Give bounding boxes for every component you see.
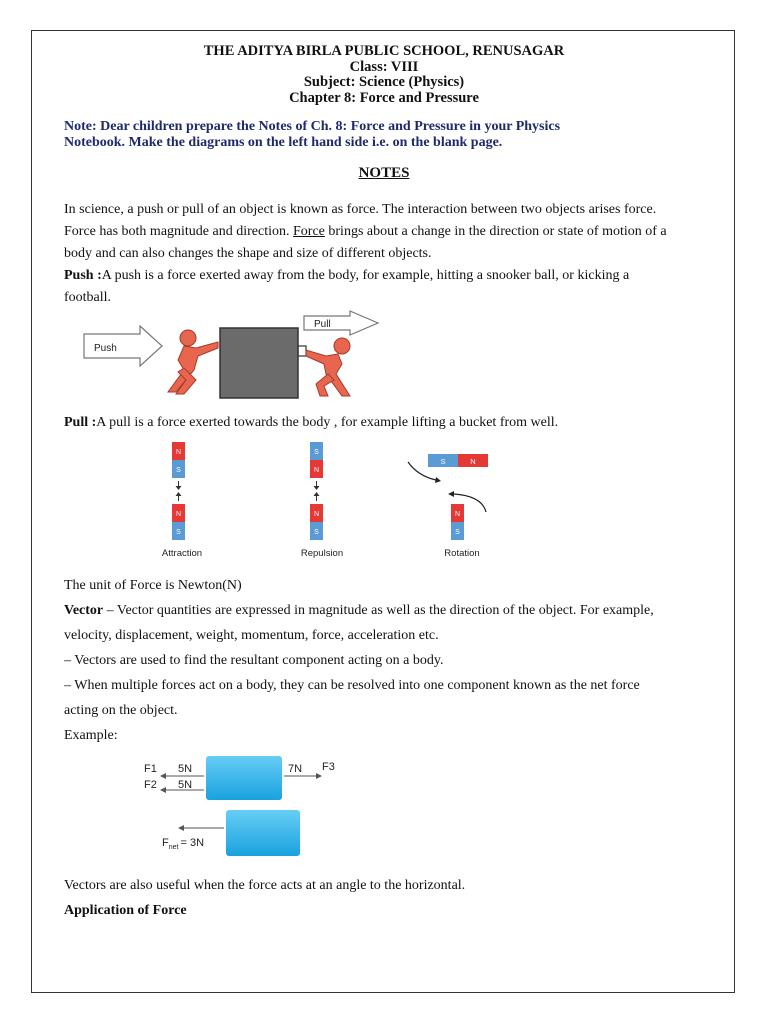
pull-label: Pull [314, 319, 331, 330]
f1-label: F1 [144, 763, 157, 775]
south-pole: S [176, 467, 181, 474]
vector-bullet-2: – When multiple forces act on a body, they can be resolved into one component known as the net force [64, 678, 640, 693]
north-pole: N [175, 449, 182, 456]
intro-line-3: body and can also changes the shape and size of different objects. [64, 246, 432, 261]
repulsion-diagram [301, 442, 343, 559]
south-pole: S [314, 529, 319, 536]
south-pole: S [314, 449, 319, 456]
south-pole: S [455, 529, 460, 536]
chapter-line: Chapter 8: Force and Pressure [289, 90, 479, 106]
north-pole: N [470, 457, 476, 466]
block-upper [206, 756, 282, 800]
north-pole: N [454, 511, 461, 518]
rotation-diagram [408, 454, 488, 559]
subject-line: Subject: Science (Physics) [303, 74, 465, 90]
notes-heading: NOTES [358, 165, 410, 181]
pull-definition [64, 412, 714, 434]
f3-label: F3 [322, 761, 335, 773]
intro-paragraph [64, 199, 714, 309]
vector-def-text: – Vector quantities are expressed in magnitude as well as the direction of the object. For example, [103, 603, 654, 618]
f3-value: 7N [288, 763, 303, 775]
force-underlined: Force [293, 224, 325, 239]
box [220, 328, 298, 398]
intro-text: brings about a change in the direction or state of motion of a [324, 224, 667, 239]
caption-attraction: Attraction [161, 548, 203, 559]
force-vector-figure [138, 752, 348, 862]
unit-line: The unit of Force is Newton(N) [64, 578, 242, 593]
push-definition [64, 265, 714, 287]
vector-term: Vector [64, 603, 104, 618]
block-lower [226, 810, 300, 856]
caption-repulsion: Repulsion [300, 548, 344, 559]
push-pull-figure [66, 308, 386, 402]
pull-def: A pull is a force exerted towards the body , for example lifting a bucket from well. [96, 415, 559, 430]
school-name: THE ADITYA BIRLA PUBLIC SCHOOL, RENUSAGAR [203, 43, 565, 59]
intro-line-2 [64, 221, 714, 243]
application-heading: Application of Force [64, 903, 187, 918]
fnet-value: = 3N [180, 837, 205, 849]
pull-term: Pull : [64, 415, 97, 430]
magnets-figure [140, 440, 500, 564]
vector-def [64, 598, 714, 623]
attraction-diagram [162, 442, 202, 559]
note-line-1: Note: Dear children prepare the Notes of Ch. 8: Force and Pressure in your Physics [64, 119, 561, 134]
intro-line-1: In science, a push or pull of an object is known as force. The interaction between two objects arises force. [64, 202, 657, 217]
f2-label: F2 [144, 779, 157, 791]
example-label: Example: [64, 728, 118, 743]
note-paragraph [64, 119, 714, 151]
fnet-label [162, 837, 204, 851]
class-line: Class: VIII [349, 59, 419, 75]
vector-bullet-2-cont: acting on the object. [64, 703, 178, 718]
fnet-subscript: net [168, 844, 179, 851]
push-def: A push is a force exerted away from the body, for example, hitting a snooker ball, or kicking a [101, 268, 630, 283]
caption-rotation: Rotation [444, 548, 480, 559]
f2-value: 5N [178, 779, 193, 791]
vector-bullet-1: – Vectors are used to find the resultant component acting on a body. [64, 653, 444, 668]
north-pole: N [313, 467, 320, 474]
fnet-f: F [162, 837, 169, 849]
south-pole: S [176, 529, 181, 536]
intro-text: Force has both magnitude and direction. [64, 224, 293, 239]
f1-value: 5N [178, 763, 193, 775]
closing-section [64, 873, 714, 923]
north-pole: N [175, 511, 182, 518]
north-pole: N [313, 511, 320, 518]
note-line-2: Notebook. Make the diagrams on the left hand side i.e. on the blank page. [64, 135, 503, 150]
push-def-cont: football. [64, 290, 112, 305]
south-pole: S [440, 457, 446, 466]
push-term: Push : [64, 268, 102, 283]
push-label: Push [94, 343, 117, 354]
vector-examples: velocity, displacement, weight, momentum, force, acceleration etc. [64, 628, 439, 643]
vector-section [64, 573, 714, 748]
angle-line: Vectors are also useful when the force acts at an angle to the horizontal. [64, 878, 466, 893]
